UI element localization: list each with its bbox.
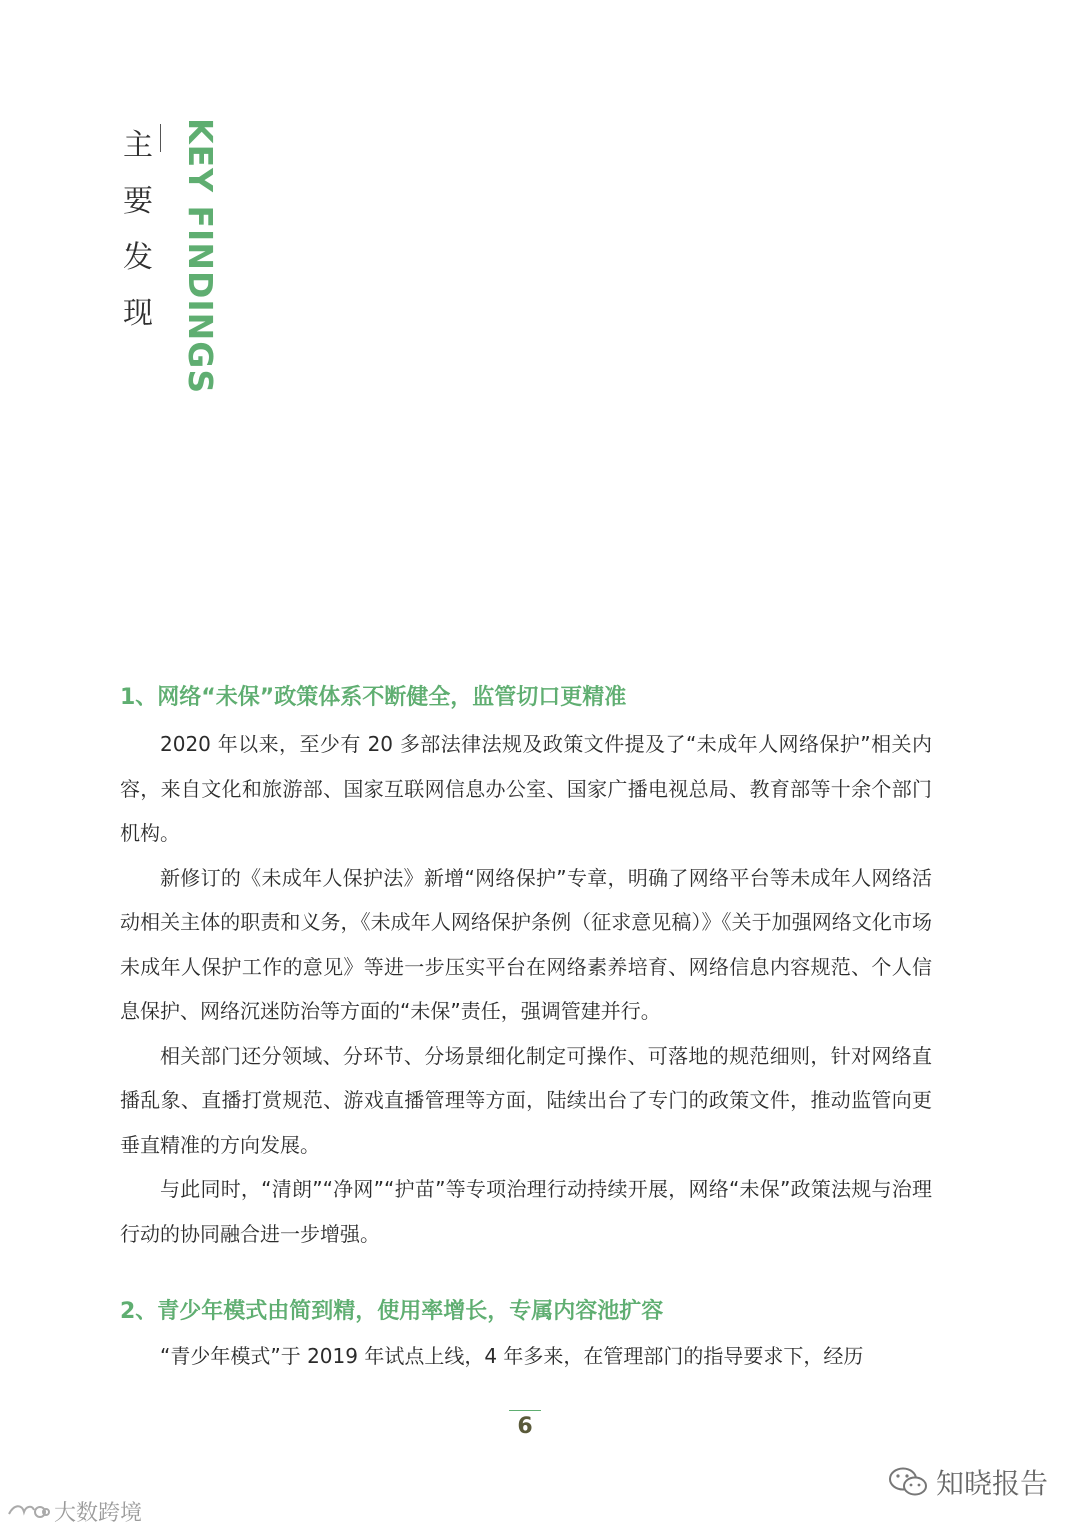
section-label-char: 发 xyxy=(123,240,153,275)
page-number-rule xyxy=(509,1410,541,1411)
section-2-paragraph: “青少年模式”于 2019 年试点上线，4 年多来，在管理部门的指导要求下，经历 xyxy=(160,1344,864,1368)
section-2-title: 2、青少年模式由简到精，使用率增长，专属内容池扩容 xyxy=(120,1299,664,1324)
watermark-left-text: 大数跨境 xyxy=(54,1501,143,1526)
main-content xyxy=(120,676,932,1379)
section-1-paragraph: 相关部门还分领域、分环节、分场景细化制定可操作、可落地的规范细则，针对网络直播乱象、直播打赏规范、游戏直播管理等方面，陆续出台了专门的政策文件，推动监管向更垂直精准的方向发展。 xyxy=(120,1043,932,1157)
section-label-cn xyxy=(118,118,158,342)
section-label-char: 现 xyxy=(123,296,153,331)
watermark-right-text: 知晓报告 xyxy=(936,1467,1049,1500)
header-divider xyxy=(160,124,161,152)
section-label-char: 主 xyxy=(123,128,153,163)
section-1-paragraph: 2020 年以来，至少有 20 多部法律法规及政策文件提及了“未成年人网络保护”相关内容，来自文化和旅游部、国家互联网信息办公室、国家广播电视总局、教育部等十余个部门机构。 xyxy=(120,732,932,845)
page-number: 6 xyxy=(517,1414,533,1439)
section-1-paragraph: 新修订的《未成年人保护法》新增“网络保护”专章，明确了网络平台等未成年人网络活动相关主体的职责和义务，《未成年人网络保护条例（征求意见稿）》《关于加强网络文化市场未成年人保护工作的意见》等进一步压实平台在网络素养培育、网络信息内容规范、个人信息保护、网络沉迷防治等方面的“未保”责任，强调管建并行。 xyxy=(120,865,932,1023)
section-1-title: 1、网络“未保”政策体系不断健全，监管切口更精准 xyxy=(120,685,627,710)
bird-logo-icon xyxy=(6,1500,50,1524)
section-1-paragraph: 与此同时，“清朗”“净网”“护苗”等专项治理行动持续开展，网络“未保”政策法规与治理行动的协同融合进一步增强。 xyxy=(120,1177,932,1246)
section-spacer xyxy=(120,1256,932,1290)
section-label-char: 要 xyxy=(123,184,153,219)
watermark-right xyxy=(888,1462,1048,1502)
watermark-left xyxy=(6,1496,142,1527)
wechat-icon xyxy=(888,1466,928,1498)
key-findings-title: KEY FINDINGS xyxy=(181,118,220,395)
